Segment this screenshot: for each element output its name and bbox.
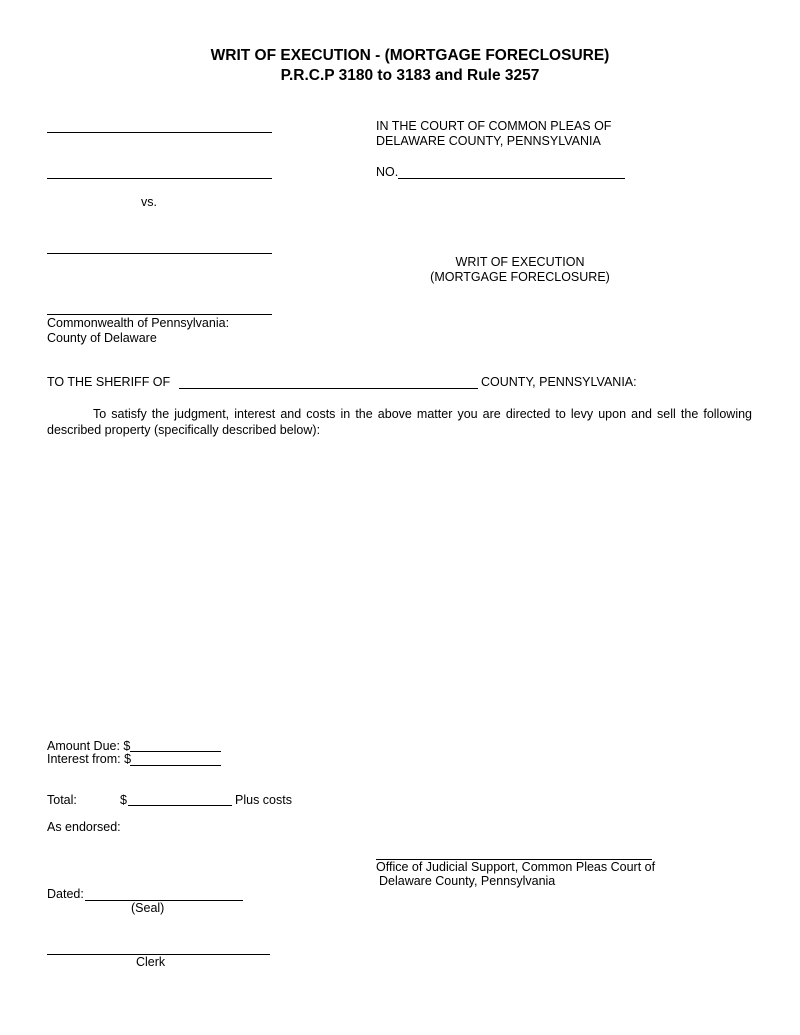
court-name-line2: DELAWARE COUNTY, PENNSYLVANIA [376, 134, 601, 148]
clerk-label: Clerk [136, 955, 166, 969]
sheriff-county-field[interactable] [179, 388, 478, 389]
amount-due-field[interactable] [130, 751, 221, 752]
writ-body-text: To satisfy the judgment, interest and costs in the above matter you are directed to levy upon and sell the following described property (specifically described below): [47, 407, 752, 437]
case-number-label: NO. [376, 165, 399, 179]
plus-costs-label: Plus costs [235, 793, 292, 807]
plaintiff-line-1[interactable] [47, 132, 272, 133]
total-dollar-sign: $ [120, 793, 127, 807]
office-line2: Delaware County, Pennsylvania [379, 874, 556, 888]
interest-from-label: Interest from: $ [47, 752, 132, 766]
venue-commonwealth: Commonwealth of Pennsylvania: [47, 316, 230, 330]
writ-caption-line1: WRIT OF EXECUTION [455, 255, 585, 269]
as-endorsed-label: As endorsed: [47, 820, 121, 834]
plaintiff-line-2[interactable] [47, 178, 272, 179]
case-number-field[interactable] [398, 178, 625, 179]
defendant-line-1[interactable] [47, 253, 272, 254]
vs-label: vs. [141, 195, 157, 209]
document-subtitle: P.R.C.P 3180 to 3183 and Rule 3257 [280, 67, 540, 84]
court-name-line1: IN THE COURT OF COMMON PLEAS OF [376, 119, 612, 133]
venue-county: County of Delaware [47, 331, 157, 345]
total-label: Total: [47, 793, 77, 807]
interest-from-field[interactable] [130, 765, 221, 766]
document-title: WRIT OF EXECUTION - (MORTGAGE FORECLOSURE) [210, 47, 610, 64]
sheriff-prefix: TO THE SHERIFF OF [47, 375, 171, 389]
sheriff-suffix: COUNTY, PENNSYLVANIA: [481, 375, 637, 389]
office-line1: Office of Judicial Support, Common Pleas Court of [376, 860, 656, 874]
dated-label: Dated: [47, 887, 84, 901]
seal-label: (Seal) [131, 901, 165, 915]
total-field[interactable] [128, 805, 232, 806]
amount-due-label: Amount Due: $ [47, 739, 131, 753]
writ-caption-line2: (MORTGAGE FORECLOSURE) [430, 270, 610, 284]
defendant-line-2[interactable] [47, 314, 272, 315]
